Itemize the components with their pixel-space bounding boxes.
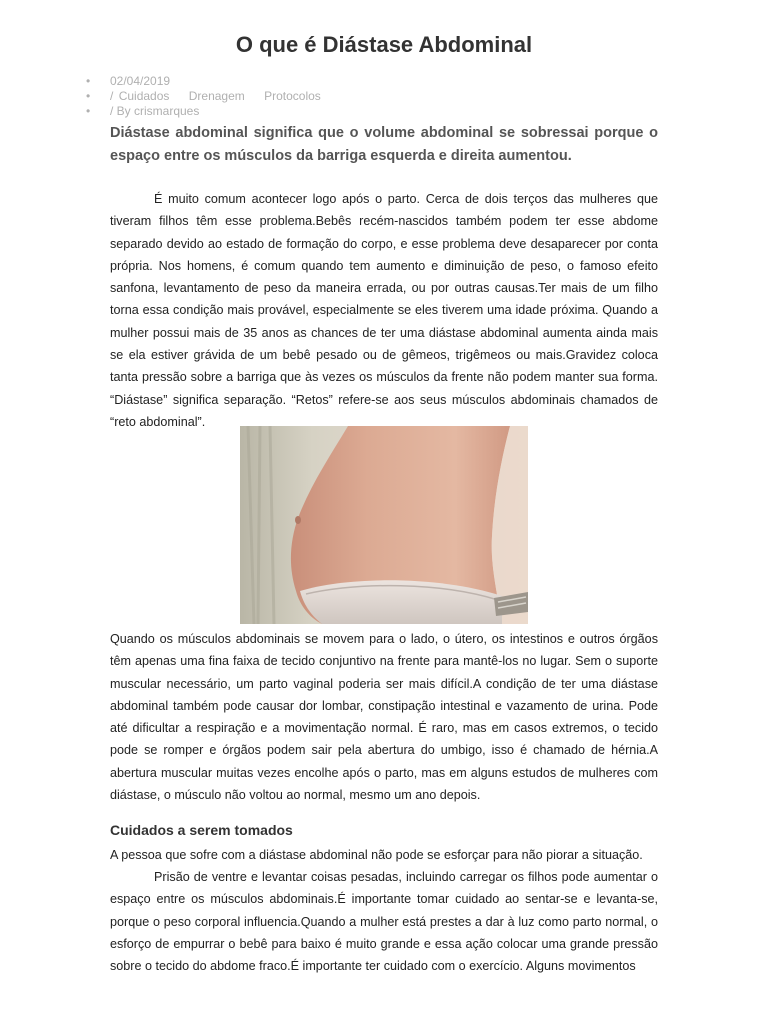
post-date: 02/04/2019 bbox=[110, 74, 171, 88]
bullet-icon: • bbox=[86, 74, 91, 88]
body-paragraph-4: Prisão de ventre e levantar coisas pesadas, incluindo carregar os filhos pode aumentar o espaço entre os músculos abdominais.É importante tomar cuidado ao sentar-se e levanta-se, porque o peso corporal influencia.Quando a mulher está prestes a dar à luz como parto normal, o esforço de empurrar o bebê para baixo é muito grande e essa ação colocar uma grande pressão sobre o tecido do abdome fraco.É importante ter cuidado com o exercício. Alguns movimentos bbox=[110, 870, 658, 974]
body-paragraph-3: A pessoa que sofre com a diástase abdominal não pode se esforçar para não piorar a situação. bbox=[110, 848, 643, 862]
meta-separator: / bbox=[110, 89, 114, 103]
body-paragraph-2: Quando os músculos abdominais se movem para o lado, o útero, os intestinos e outros órgãos têm apenas uma fina faixa de tecido conjuntivo na frente para mantê-los no lugar. Sem o suporte muscular necessário, um parto vaginal poderia ser mais difícil.A condição de ter uma diástase abdominal também pode causar dor lombar, constipação intestinal e vazamento de urina. Pode até dificultar a respiração e a movimentação normal. É raro, mas em casos extremos, o tecido pode se romper e órgãos podem sair pela abertura do umbigo, isso é chamado de hérnia.A abertura muscular muitas vezes encolhe após o parto, mas em alguns estudos de mulheres com diástase, o músculo não voltou ao normal, mesmo um ano depois. bbox=[110, 632, 658, 803]
lead-paragraph: Diástase abdominal significa que o volume abdominal se sobressai porque o espaço entre os músculos da barriga esquerda e direita aumentou. bbox=[110, 125, 658, 164]
meta-date-item bbox=[86, 74, 337, 89]
category-link-cuidados[interactable]: Cuidados bbox=[118, 89, 170, 103]
page-title: O que é Diástase Abdominal bbox=[235, 32, 533, 57]
meta-author-item bbox=[86, 104, 337, 119]
category-link-protocolos[interactable]: Protocolos bbox=[264, 89, 321, 103]
section-heading-cuidados: Cuidados a serem tomados bbox=[110, 822, 293, 838]
bullet-icon: • bbox=[86, 89, 91, 103]
bullet-icon: • bbox=[86, 104, 91, 118]
category-link-drenagem[interactable]: Drenagem bbox=[188, 89, 245, 103]
abdomen-photo bbox=[240, 426, 528, 624]
meta-categories-item bbox=[86, 89, 337, 104]
post-meta bbox=[86, 74, 337, 119]
body-paragraph-1: É muito comum acontecer logo após o parto. Cerca de dois terços das mulheres que tiveram filhos têm esse problema.Bebês recém-nascidos também podem ter esse abdome separado devido ao estado de formação do corpo, e esse problema deve desaparecer por conta própria. Nos homens, é comum quando tem aumento e diminuição de peso, o famoso efeito sanfona, levantamento de peso da maneira errada, ou por outras causas.Ter mais de um filho torna essa condição mais provável, especialmente se eles tiverem uma idade próxima. Quando a mulher possui mais de 35 anos as chances de ter uma diástase abdominal aumenta ainda mais se ela estiver grávida de um bebê pesado ou de gêmeos, trigêmeos ou mais.Gravidez coloca tanta pressão sobre a barriga que às vezes os músculos da frente não podem manter sua forma. “Diástase” significa separação. “Retos” refere-se aos seus músculos abdominais chamados de “reto abdominal”. bbox=[110, 192, 658, 429]
author-link[interactable]: / By crismarques bbox=[110, 104, 200, 118]
